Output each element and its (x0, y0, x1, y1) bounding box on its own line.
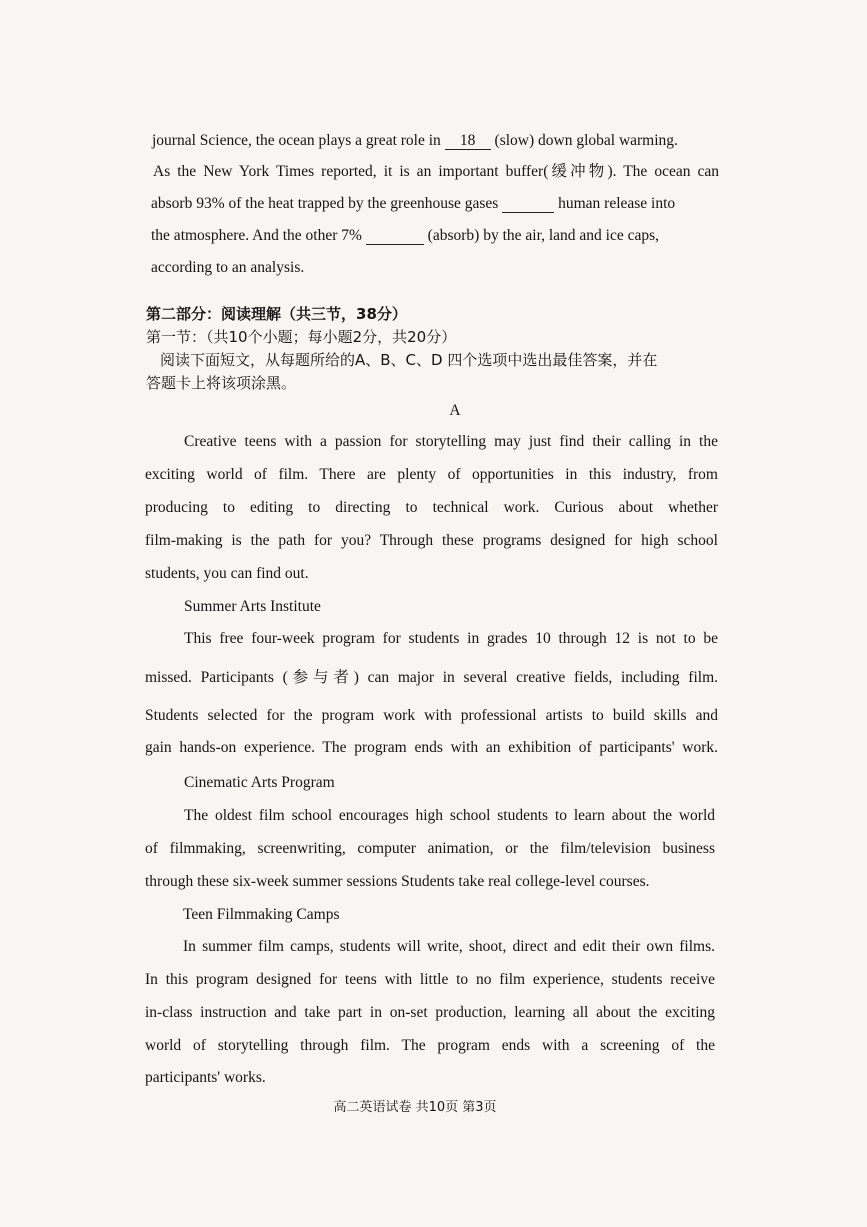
instructions-line-1: 阅读下面短文，从每题所给的A、B、C、D 四个选项中选出最佳答案，并在 (160, 351, 658, 369)
cloze-text: human release into (554, 195, 676, 212)
intro-line-3: producing to editing to directing to technical work. Curious about whether (145, 499, 718, 516)
cloze-text: the atmosphere. And the other 7% (151, 227, 366, 244)
instructions-line-2: 答题卡上将该项涂黑。 (146, 374, 297, 392)
cloze-text: (slow) down global warming. (490, 132, 678, 149)
intro-line-5: students, you can find out. (145, 565, 309, 582)
p1-line-3: Students selected for the program work with professional artists to build skills and (145, 707, 718, 724)
cloze-line-1 (152, 131, 718, 151)
passage-letter: A (449, 402, 461, 419)
p1-line-4: gain hands-on experience. The program ends with an exhibition of participants' work. (145, 739, 718, 756)
p2-line-2: of filmmaking, screenwriting, computer animation, or the film/television business (145, 840, 715, 857)
cloze-line-4 (151, 226, 719, 246)
p3-line-4: world of storytelling through film. The program ends with a screening of the (145, 1037, 715, 1054)
cloze-line-5: according to an analysis. (151, 259, 305, 276)
cloze-text: journal Science, the ocean plays a great role in (152, 132, 445, 149)
cloze-line-3 (151, 194, 719, 214)
part-title: 第二部分：阅读理解（共三节，38分） (146, 305, 407, 323)
cloze-line-2: As the New York Times reported, it is an important buffer(缓冲物). The ocean can (153, 163, 719, 180)
page-footer: 高二英语试卷 共10页 第3页 (333, 1100, 497, 1115)
program-title-summer-arts: Summer Arts Institute (184, 598, 321, 615)
blank-19 (502, 196, 554, 213)
p3-line-3: in-class instruction and take part in on-set production, learning all about the exciting (145, 1004, 715, 1021)
p1-line-2: missed. Participants (参与者) can major in several creative fields, including film. (145, 669, 718, 686)
p3-line-5: participants' works. (145, 1069, 266, 1086)
cloze-text: (absorb) by the air, land and ice caps, (423, 227, 660, 244)
intro-line-4: film-making is the path for you? Through these programs designed for high school (145, 532, 718, 549)
p3-line-1: In summer film camps, students will write, shoot, direct and edit their own films. (183, 938, 715, 955)
intro-line-1: Creative teens with a passion for storytelling may just find their calling in the (184, 433, 718, 450)
blank-18 (445, 133, 491, 150)
section-title: 第一节：（共10个小题；每小题2分，共20分） (146, 328, 457, 346)
cloze-text: absorb 93% of the heat trapped by the greenhouse gases (151, 195, 503, 212)
p2-line-3: through these six-week summer sessions Students take real college-level courses. (145, 873, 650, 890)
program-title-cinematic-arts: Cinematic Arts Program (184, 774, 335, 791)
intro-line-2: exciting world of film. There are plenty of opportunities in this industry, from (145, 466, 718, 483)
blank-20 (366, 228, 424, 245)
program-title-teen-filmmaking: Teen Filmmaking Camps (183, 906, 340, 923)
p3-line-2: In this program designed for teens with little to no film experience, students receive (145, 971, 715, 988)
blank-number: 18 (459, 132, 476, 149)
p2-line-1: The oldest film school encourages high school students to learn about the world (184, 807, 715, 824)
p1-line-1: This free four-week program for students in grades 10 through 12 is not to be (184, 630, 718, 647)
